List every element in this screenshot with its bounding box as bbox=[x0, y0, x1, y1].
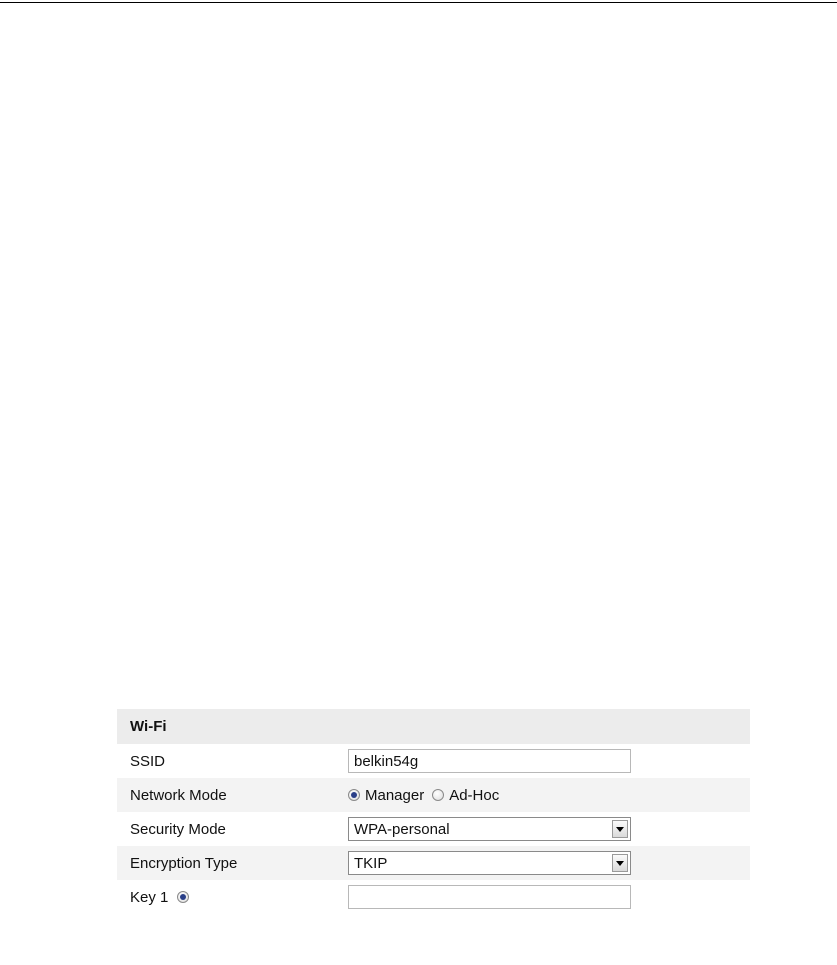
encryption-type-selected-value: TKIP bbox=[354, 854, 388, 872]
key1-label: Key 1 bbox=[130, 888, 169, 906]
top-divider bbox=[0, 2, 837, 3]
network-mode-option-manager[interactable] bbox=[348, 787, 424, 804]
adhoc-radio-label[interactable]: Ad-Hoc bbox=[449, 786, 500, 804]
encryption-type-row bbox=[117, 846, 750, 880]
ssid-row bbox=[117, 744, 750, 778]
key1-label-group bbox=[130, 889, 194, 906]
security-mode-label: Security Mode bbox=[130, 820, 226, 838]
key1-radio-icon[interactable] bbox=[177, 891, 189, 903]
security-mode-selected-value: WPA-personal bbox=[354, 820, 450, 838]
key1-input[interactable] bbox=[348, 885, 631, 909]
security-mode-select[interactable] bbox=[348, 817, 631, 841]
security-mode-row bbox=[117, 812, 750, 846]
adhoc-radio-icon[interactable] bbox=[432, 789, 444, 801]
network-mode-option-adhoc[interactable] bbox=[432, 787, 499, 804]
ssid-input[interactable] bbox=[348, 749, 631, 773]
key1-row bbox=[117, 880, 750, 914]
manager-radio-label[interactable]: Manager bbox=[365, 786, 425, 804]
manager-radio-icon[interactable] bbox=[348, 789, 360, 801]
encryption-type-label: Encryption Type bbox=[130, 854, 238, 872]
network-mode-radio-group bbox=[348, 787, 507, 804]
ssid-label: SSID bbox=[130, 752, 166, 770]
chevron-down-icon[interactable] bbox=[612, 820, 628, 838]
network-mode-label: Network Mode bbox=[130, 786, 227, 804]
wifi-settings-panel bbox=[117, 709, 750, 914]
panel-title: Wi-Fi bbox=[117, 709, 750, 744]
network-mode-row bbox=[117, 778, 750, 812]
chevron-down-icon[interactable] bbox=[612, 854, 628, 872]
encryption-type-select[interactable] bbox=[348, 851, 631, 875]
